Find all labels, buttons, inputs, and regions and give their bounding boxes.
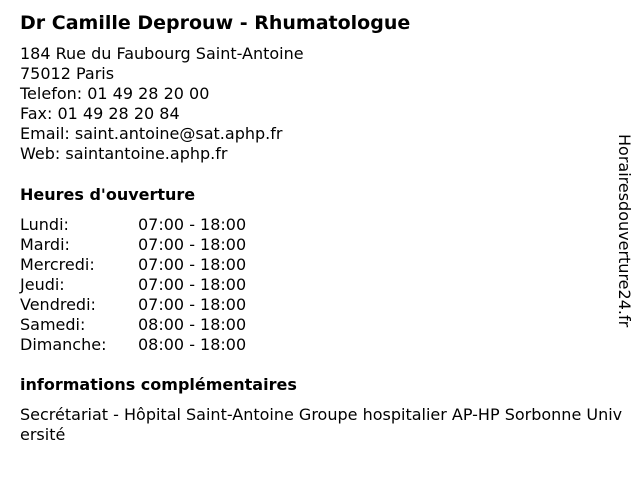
- hours-row: [20, 255, 246, 275]
- hours-row: [20, 335, 246, 355]
- hours-time: 08:00 - 18:00: [138, 315, 247, 334]
- hours-day: Dimanche:: [20, 335, 107, 354]
- opening-hours-table: [20, 215, 246, 355]
- hours-time: 07:00 - 18:00: [138, 255, 247, 274]
- site-watermark[interactable]: Horairesdouverture24.fr: [615, 134, 634, 328]
- hours-time: 07:00 - 18:00: [138, 295, 247, 314]
- info-text: Secrétariat - Hôpital Saint-Antoine Groupe hospitalier AP-HP Sorbonne Université: [20, 405, 623, 444]
- hours-day: Mercredi:: [20, 255, 95, 274]
- info-heading: informations complémentaires: [20, 375, 297, 394]
- hours-heading: Heures d'ouverture: [20, 185, 196, 204]
- hours-day: Mardi:: [20, 235, 70, 254]
- hours-time: 08:00 - 18:00: [138, 335, 247, 354]
- hours-day: Lundi:: [20, 215, 69, 234]
- hours-time: 07:00 - 18:00: [138, 215, 247, 234]
- page-title: Dr Camille Deprouw - Rhumatologue: [20, 12, 411, 34]
- hours-time: 07:00 - 18:00: [138, 235, 247, 254]
- hours-row: [20, 315, 246, 335]
- hours-day: Jeudi:: [20, 275, 65, 294]
- hours-row: [20, 295, 246, 315]
- hours-day: Samedi:: [20, 315, 86, 334]
- hours-row: [20, 275, 246, 295]
- hours-row: [20, 215, 246, 235]
- city-postcode: 75012 Paris: [20, 64, 115, 83]
- street-address: 184 Rue du Faubourg Saint-Antoine: [20, 44, 304, 63]
- practice-card: [20, 10, 623, 445]
- address-block: [20, 44, 610, 164]
- fax-number: Fax: 01 49 28 20 84: [20, 104, 180, 123]
- hours-row: [20, 235, 246, 255]
- hours-time: 07:00 - 18:00: [138, 275, 247, 294]
- email-address[interactable]: Email: saint.antoine@sat.aphp.fr: [20, 124, 283, 143]
- website-link[interactable]: Web: saintantoine.aphp.fr: [20, 144, 228, 163]
- watermark-sidebar: [612, 134, 636, 374]
- hours-day: Vendredi:: [20, 295, 96, 314]
- phone-number[interactable]: Telefon: 01 49 28 20 00: [20, 84, 210, 103]
